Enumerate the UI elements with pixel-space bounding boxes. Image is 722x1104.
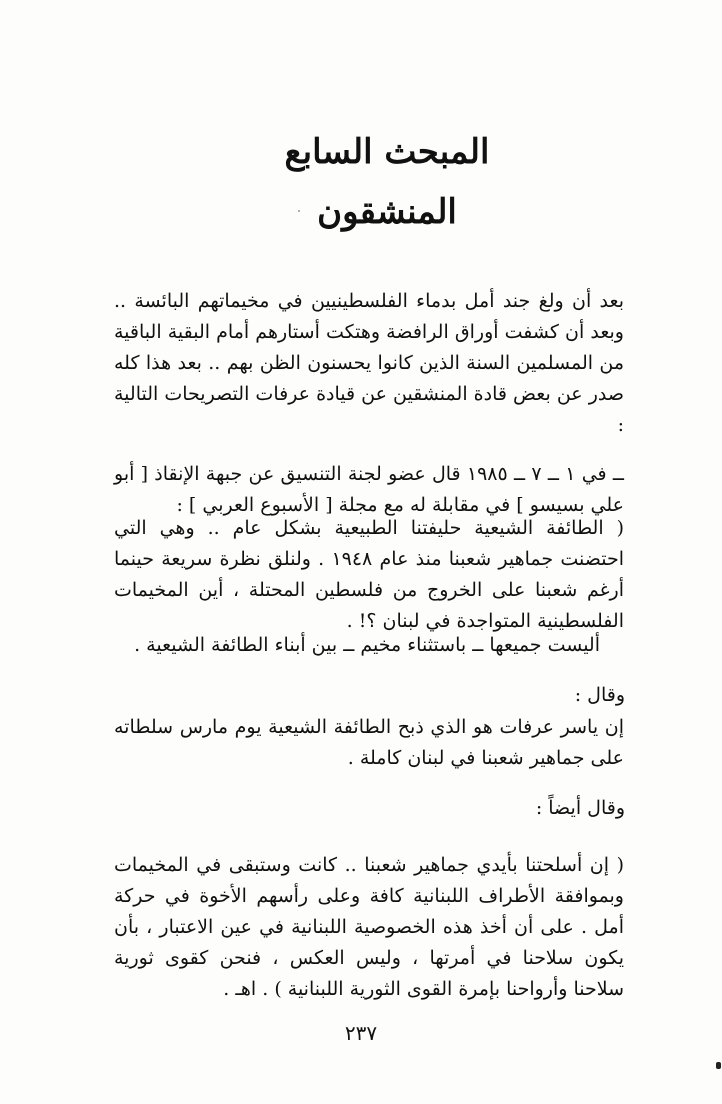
paragraph-date-statement: ــ في ١ ــ ٧ ــ ١٩٨٥ قال عضو لجنة التنسيق عن جبهة الإنقاذ [ أبو علي بسيسو ] في مقابلة له مع مجلة [ الأسبوع العربي ] : — [114, 463, 624, 516]
section-title: المبحث السابع — [284, 132, 490, 172]
section-subtitle: المنشقون — [317, 192, 457, 232]
paragraph-quote-3: ( إن أسلحتنا بأيدي جماهير شعبنا .. كانت وستبقى في المخيمات وبموافقة الأطراف اللبنانية كافة وعلى رأسهم الأخوة في حركة أمل . على أن أخذ هذه الخصوصية اللبنانية في عين الاعتبار ، بأن يكون سلاحنا في أمرتها ، وليس العكس ، فنحن كقوى ثورية سلاحنا وأرواحنا بإمرة القوى الثورية اللبنانية ) . اهـ . — [114, 854, 624, 1000]
paragraph-question: أليست جميعها ــ باستثناء مخيم ــ بين أبناء الطائفة الشيعية . — [134, 634, 600, 656]
said-label: وقال : — [574, 684, 625, 706]
print-speck — [298, 210, 300, 212]
paragraph-intro: بعد أن ولغ جند أمل بدماء الفلسطينيين في مخيماتهم البائسة .. وبعد أن كشفت أوراق الرافضة وهتكت أستارهم أمام البقية الباقية من المسلمين السنة الذين كانوا يحسنون الظن بهم .. بعد هذا كله صدر عن بعض قادة المنشقين عن قيادة عرفات التصريحات التالية : — [114, 290, 624, 436]
paragraph-quote-1: ( الطائفة الشيعية حليفتنا الطبيعية بشكل عام .. وهي التي احتضنت جماهير شعبنا منذ عام ١٩٤٨ . ولنلق نظرة سريعة حينما أرغم شعبنا على الخروج من فلسطين المحتلة ، أين المخيمات الفلسطينية المتواجدة في لبنان ؟! . — [114, 517, 624, 632]
said-also-label: وقال أيضاً : — [535, 797, 625, 819]
margin-mark — [716, 1062, 721, 1069]
page-number: ٢٣٧ — [344, 1021, 378, 1045]
paragraph-quote-2: إن ياسر عرفات هو الذي ذبح الطائفة الشيعية يوم مارس سلطاته على جماهير شعبنا في لبنان كاملة . — [114, 716, 624, 769]
